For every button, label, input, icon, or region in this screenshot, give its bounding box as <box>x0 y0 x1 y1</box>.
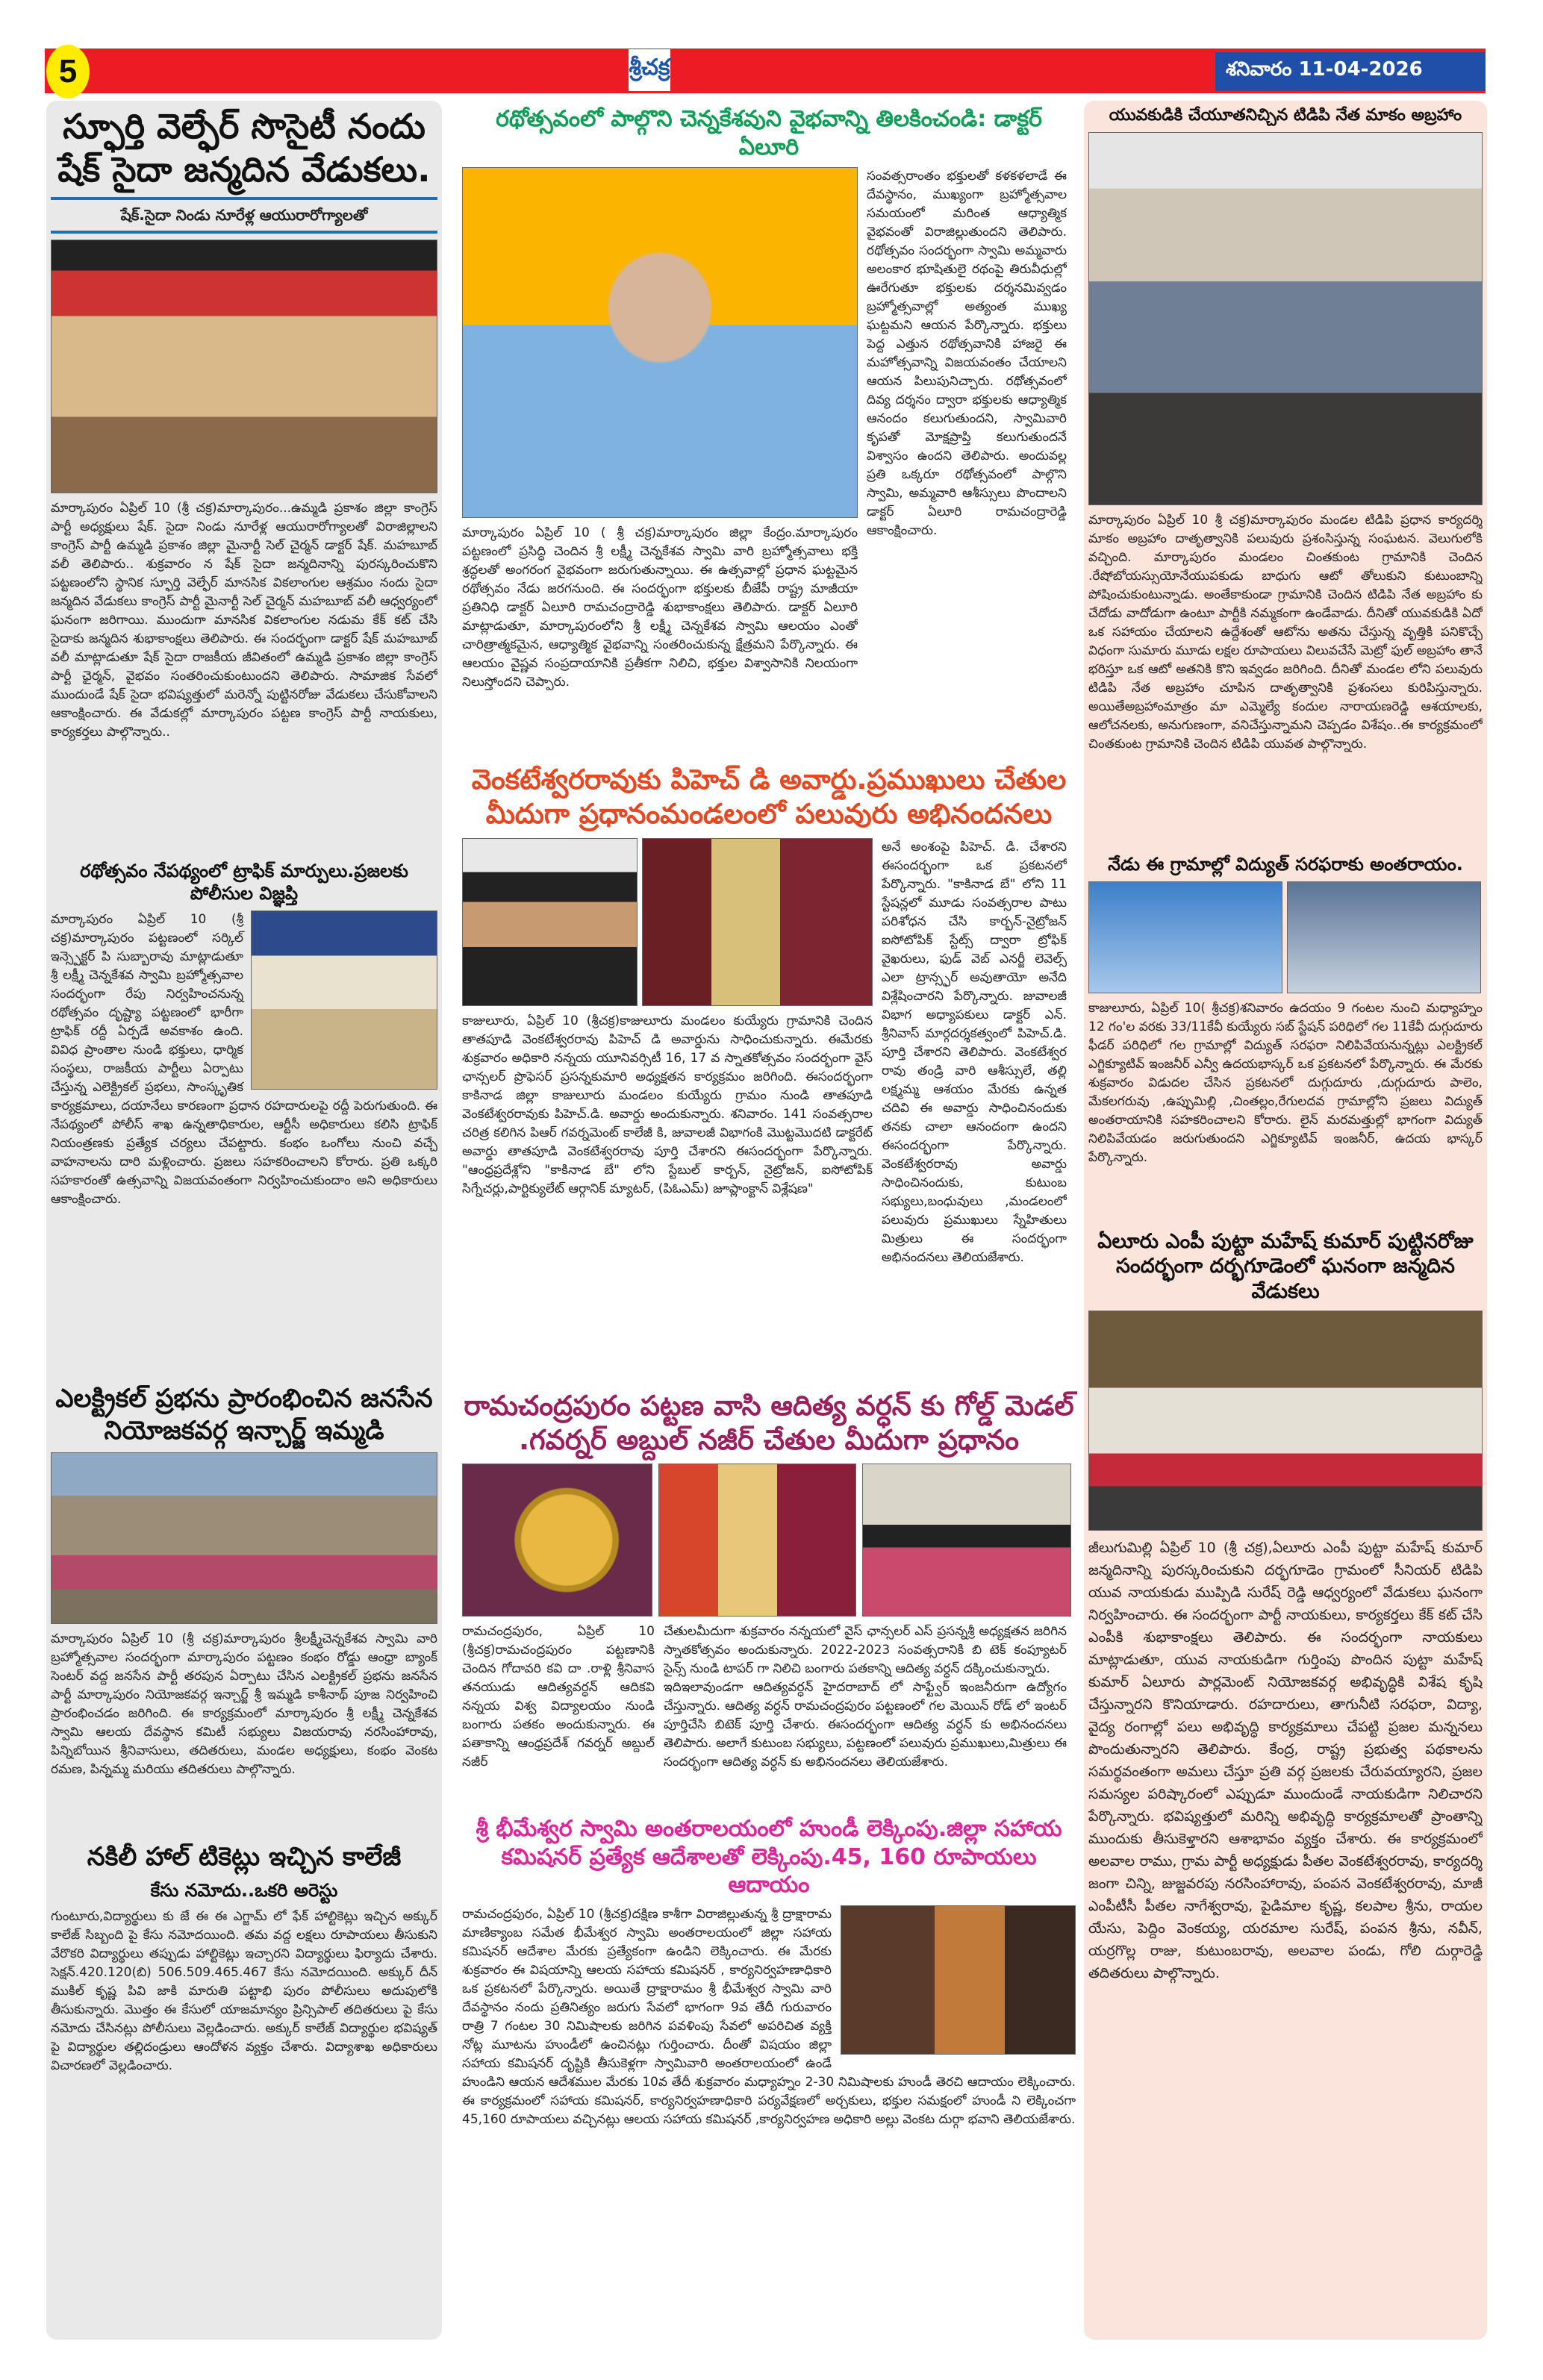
birthday-celebration-photo <box>51 240 437 493</box>
auto-handover-photo <box>1088 132 1483 505</box>
body-phd: కాజులూరు, ఏప్రిల్ 10 (శ్రీచక్ర)కాజులూరు మండలం కుయ్యేరు గ్రామానికి చెందిన తాతపూడి వెంకటేశ్వరరావు పిహెచ్ డి అవార్డును సాధించుకున్నారు. ఈమేరకు శుక్రవారం అధికారి నన్నయ యూనివర్సిటీ 16, 17 వ స్నాతకోత్సవం సందర్భంగా వైస్ ఛాన్సలర్ ప్రొఫెసర్ ప్రసన్నకుమారి అధ్యక్షతన కార్యక్రమం జరిగింది. ఈసందర్భంగా కాకినాడ జిల్లా కాజులూరు మండలం కుయ్యేరు గ్రామం నుండి తాతపూడి వెంకటేశ్వరరావుకు పిహెచ్.డి. అవార్డు అందుకున్నారు. శనివారం. 141 సంవత్సరాల చరిత్ర కలిగిన పిఆర్ గవర్నమెంట్ కాలేజీ కి, జువాలజీ విభాగంకి మొట్టమొదటి డాక్టరేట్ అవార్డు తాతపూడి వెంకటేశ్వరరావు పూర్తి చేశారని ఈసందర్భంగా పేర్కొన్నారు. "ఆంధ్రప్రదేశ్లోని "కాకినాడ బే" లోని స్టేబుల్ కార్బన్, నైట్రోజన్, ఐసోటోపిక్ సిగ్నేచర్లు,పార్టిక్యులేట్ ఆర్గానిక్ మ్యాటర్, (పిఓఎమ్) జూప్లాంక్టాన్ విశ్లేషణ" <box>462 1013 873 1196</box>
body-gold-medal: ఇదిఇలావుండగా ఆదిత్యవర్ధన్ హైదరాబాద్ లో సాఫ్ట్వేర్ ఇంజనీరుగా ఉద్యోగం చేస్తున్నారు. ఆదిత్య వర్ధన్ రామచంద్రపురం పట్టణంలో గల మెయిన్ రోడ్ లో ఇంటర్ పూర్తిచేసి బిటెక్ పూర్తి చేశారు. ఈసందర్భంగా ఆదిత్య వర్ధన్ కు అభినందనలు తెలిపారు. అలాగే కుటుంబ సభ్యులు, పట్టణంలో పలువురు ప్రముఖులు,మిత్రులు ఈ సందర్భంగా ఆదిత్య వర్ధన్ కు అభినందనలు తెలియజేశారు. <box>664 1680 1067 1770</box>
body-hundi <box>462 1905 1076 2333</box>
body-chennakesava: మార్కాపురం ఏప్రిల్ 10 ( శ్రీ చక్ర)మార్కాపురం జిల్లా కేంద్రం.మార్కాపురం పట్టణంలో ప్రసిద్ధి చెందిన శ్రీ లక్ష్మీ చెన్నకేశవ స్వామి వారి బ్రహ్మోత్సవాలు భక్తి శ్రద్ధలతో అంగరంగ వైభవంగా జరుగుతున్నాయి. ఈ ఉత్సవాల్లో ప్రధాన ఘట్టమైన రథోత్సవం నేడు జరగనుంది. ఈ సందర్భంగా భక్తులకు బీజేపీ రాష్ట్ర మాజీయా ప్రతినిధి డాక్టర్ ఏలూరి రామచంద్రారెడ్డి శుభాకాంక్షలు తెలిపారు. డాక్టర్ ఏలూరి మాట్లాడుతూ, మార్కాపురంలోని శ్రీ లక్ష్మీ చెన్నకేశవ స్వామి ఆలయం ఎంతో చారిత్రాత్మకమైన, ఆధ్యాత్మిక వైభవాన్ని సంతరించుకున్న క్షేత్రమని పేర్కొన్నారు. ఈ ఆలయం వైష్ణవ సంప్రదాయానికి ప్రతీకగా నిలిచి, భక్తుల విశ్వాసానికి నిలయంగా నిలుస్తోందని చెప్పారు. <box>462 525 858 690</box>
headline-chennakesava: రథోత్సవంలో పాల్గొని చెన్నకేశవుని వైభవాన్ని తిలకించండి: డాక్టర్ ఏలూరి <box>496 106 1042 160</box>
headline-fake-tickets: నకిలీ హాల్ టికెట్లు ఇచ్చిన కాలేజీ <box>87 1842 402 1872</box>
birthday-cake-cutting-photo <box>1088 1311 1483 1531</box>
divider <box>51 197 437 200</box>
center-column <box>452 101 1079 2340</box>
subhead-fake-tickets: కేసు నమోదు..ఒకరి అరెస్టు <box>150 1879 338 1901</box>
body-top-gold-medal: చేతులమీదుగా శుక్రవారం నన్నయలో వైస్ ఛాన్సలర్ ఎస్ ప్రసన్నశ్రీ అధ్యక్షతన జరిగిన స్నాతకోత్సవం అందుకున్నారు. 2022-2023 సంవత్సరానికి బి టెక్ కంప్యూటర్ సైన్స్ నుండి టాపర్ గా నిలిచి బంగారు పతకాన్ని ఆదిత్య వర్ధన్ దక్కించుకున్నారు. <box>664 1624 1067 1676</box>
divider <box>51 231 437 234</box>
headline-hundi: శ్రీ భీమేశ్వర స్వామి అంతరాలయంలో హుండీ లెక్కింపు.జిల్లా సహాయ కమిషనర్ ప్రత్యేక ఆదేశాలతో లెక్కింపు.45, 160 రూపాయలు ఆదాయం <box>476 1816 1062 1898</box>
family-photo <box>862 1464 1071 1617</box>
convocation-photo <box>658 1464 856 1617</box>
newspaper-logo: శ్రీచక్ర <box>629 49 670 91</box>
power-tower-photo <box>1088 881 1282 993</box>
hundi-counting-photo <box>841 1905 1076 2055</box>
body-sphoorthi: మార్కాపురం ఏప్రిల్ 10 (శ్రీ చక్ర)మార్కాపురం...ఉమ్మడి ప్రకాశం జిల్లా కాంగ్రెస్ పార్టీ అధ్యక్షులు షేక్. సైదా నిండు నూరేళ్ల ఆయురారోగ్యాలతో విరాజిల్లాలని కాంగ్రెస్ పార్టీ ఉమ్మడి ప్రకాశం జిల్లా మైనార్టీ సెల్ చైర్మన్ డాక్టర్ షేక్. మహబూబ్ వలీ తెలిపారు.. శుక్రవారం న షేక్ సైదా జన్మదినాన్ని పురస్కరించుకొని పట్టణంలోని స్థానిక స్ఫూర్తి వెల్ఫేర్ మానసిక వికలాంగుల ఆశ్రమం నందు సైదా జన్మదిన వేడుకలు కాంగ్రెస్ పార్టీ మైనార్టీ సెల్ చైర్మన్ మహబూబ్ వలీ ఆధ్వర్యంలో ఘనంగా జరిగాయి. ముందుగా మానసిక వికలాంగుల నడుమ కేక్ కట్ చేసి సైదాకు జన్మదిన శుభాకాంక్షలు తెలిపారు. ఈ సందర్భంగా డాక్టర్ షేక్ మహబూబ్ వలీ మాట్లాడుతూ షేక్ సైదా రాజకీయ జీవితంలో ఉమ్మడి ప్రకాశం జిల్లా కాంగ్రెస్ పార్టీ ఛైర్మన్, వైభవం సంతరించుకుంటుందని తెలిపారు. సామాజిక సేవలో ముందుండే షేక్ సైదా భవిష్యత్తులో మరెన్నో పుట్టినరోజు వేడుకలు చేసుకోవాలని ఆకాంక్షించారు. ఈ వేడుకల్లో మార్కాపురం పట్టణ కాంగ్రెస్ పార్టీ నాయకులు, కార్యకర్తలు పాల్గొన్నారు.. <box>51 501 437 740</box>
headline-power-cut: నేడు ఈ గ్రామాల్లో విద్యుత్ సరఫరాకు అంతరాయం. <box>1108 853 1463 875</box>
headline-birthday: ఏలూరు ఎంపీ పుట్టా మహేష్ కుమార్ పుట్టినరోజు సందర్భంగా దర్భగూడెంలో ఘనంగా జన్మదిన వేడుకలు <box>1097 1229 1474 1303</box>
right-column <box>1084 101 1487 2340</box>
subhead-sphoorthi: షేక్.సైదా నిండు నూరేళ్ల ఆయురారోగ్యాలతో <box>120 206 368 224</box>
page-number: 5 <box>46 45 90 99</box>
body-traffic <box>51 911 437 1377</box>
body-left-gold-medal: రామచంద్రపురం, ఏప్రిల్ 10 (శ్రీచక్ర)రామచంద్రపురం పట్టణానికి చెందిన గోదావరి కవి దా .రాళ్లి శ్రీనివాస తనయుడు ఆదిత్యవర్ధన్ ఆదికవి నన్నయ విశ్వ విద్యాలయం నుండి బంగారు పతకం అందుకున్నారు. ఈ పతాకాన్ని ఆంధ్రప్రదేశ్ గవర్నర్ అబ్దుల్ నజీర్ <box>462 1624 655 1770</box>
police-officer-photo <box>251 911 437 1090</box>
headline-gold-medal: రామచంద్రపురం పట్టణ వాసి ఆదిత్య వర్ధన్ కు గోల్డ్ మెడల్ .గవర్నర్ అబ్దుల్ నజీర్ చేతుల మీదుగా ప్రధానం <box>464 1389 1074 1456</box>
street-decorations-photo <box>51 1452 437 1624</box>
edition-date: శనివారం 11-04-2026 <box>1215 52 1486 91</box>
headline-auto-gift: యువకుడికి చేయూతనిచ్చిన టిడిపి నేత మాకం అబ్రహాం <box>1109 106 1462 125</box>
electric-lines-photo <box>1287 881 1481 993</box>
dr-eluri-photo <box>462 167 858 518</box>
phd-ceremony-photo <box>642 838 873 1006</box>
body-electrical: మార్కాపురం ఏప్రిల్ 10 (శ్రీ చక్ర)మార్కాపురం శ్రీలక్ష్మీచెన్నకేశవ స్వామి వారి బ్రహ్మోత్సవాల సందర్భంగా మార్కాపురం పట్టణం కంభం రోడ్డు ఆంధ్రా బ్యాంక్ సెంటర్ వద్ద జనసేన పార్టీ తరపున ఏర్పాటు చేసిన ఎలక్ట్రికల్ ప్రభను జనసేన పార్టీ మార్కాపురం నియోజకవర్గ ఇన్చార్జ్ శ్రీ ఇమ్మడి కాశీనాథ్ పూజ నిర్వహించి ప్రారంభించడం జరిగింది. ఈ కార్యక్రమంలో మార్కాపురం శ్రీ లక్ష్మీ చెన్నకేశవ స్వామి ఆలయ దేవస్థాన కమిటీ సభ్యులు విజయరావు నరసింహారావు, పిన్నిబోయిన శ్రీనివాసులు, తదితరులు, మండల అధ్యక్షులు, కంభం వెంకట రమణ, పిన్నమ్మ మరియు తదితరులు పాల్గొన్నారు. <box>51 1631 437 1777</box>
gold-medal-photo <box>462 1464 652 1617</box>
headline-electrical: ఎలక్ట్రికల్ ప్రభను ప్రారంభించిన జనసేన నియోజకవర్గ ఇన్చార్జ్ ఇమ్మడి <box>55 1384 433 1446</box>
headline-sphoorthi: స్ఫూర్తి వెల్ఫేర్ సొసైటీ నందు షేక్ సైదా జన్మదిన వేడుకలు. <box>57 106 431 190</box>
headline-phd: వెంకటేశ్వరరావుకు పిహెచ్ డి అవార్డు.ప్రముఖులు చేతుల మీదుగా ప్రధానంమండలంలో పలువురు అభినందనలు <box>471 763 1067 831</box>
body-auto-gift: మార్కాపురం ఏప్రిల్ 10 శ్రీ చక్ర)మార్కాపురం మండల టిడిపి ప్రధాన కార్యదర్శి మాకం అబ్రహాం దాతృత్వానికి పలువురు ప్రశంసిస్తున్న సంఘటన. వెలుగులోకి వచ్చింది. మార్కాపురం మండలం చింతకుంట గ్రామానికి చెందిన .రేషోబోయస్సుయోనేయుపకుడు బాధుగు ఆటో తోలుకుని కుటుంబాన్ని పోషించుకుంటున్నాడు. అంతేకాకుండా గ్రామానికి చెందిన టిడిపి నేత అబ్రహాం కు చేదోడు వాదోడుగా ఉంటూ పార్టీకి నమ్మకంగా ఉండేవాడు. దీనితో యువకుడికి ఏదో ఒక సహాయం చేయాలని ఉద్దేశంతో ఆటోను అతను చేస్తున్న వృత్తికి పనికొచ్చే విధంగా సుమారు మూడు లక్షల రూపాయలు విలువచేసే మెట్రో ఫుల్ అబ్రహాం తానే భరిస్తూ ఒక ఆటో అతనికి కొని ఇవ్వడం జరిగింది. దీనితో మండల లోని పలువురు టిడిపి నేత అబ్రహాం చూపిన దాతృత్వానికి ప్రశంసలు కురిపిస్తున్నారు. అయితేఅబ్రహాంమాత్రం మా ఎమ్మెల్యే కందుల నారాయణరెడ్డి ఆశయాలకు, ఆలోచనలకు, అనుగుణంగా, వనిచేస్తున్నామని చెప్పడం విశేషం..ఈ కార్యక్రమంలో చింతకుంట గ్రామానికి చెందిన టిడిపి యువత పాల్గొన్నారు. <box>1088 512 1483 752</box>
body-power-cut: కాజులూరు, ఏప్రిల్ 10( శ్రీచక్ర)శనివారం ఉదయం 9 గంటల నుంచి మధ్యాహ్నం 12 గం'ల వరకు 33/11కేవీ కుయ్యేరు సబ్ స్టేషన్ పరిధిలో గల 11కేవీ దుగ్గుదూరు ఫీడర్ పరిధిలో గల గ్రామాల్లో విద్యుత్ సరఫరా నిలిపివేయనున్నట్లు ఎలక్ట్రికల్ ఎగ్జిక్యూటివ్ ఇంజనీర్ ఎన్వీ ఉదయభాస్కర్ ఒక ప్రకటనలో పేర్కొన్నారు. ఈ మేరకు శుక్రవారం విడుదల చేసిన ప్రకటనలో దుగ్గుదూరు ,దుగ్గుదూరు పాలెం, మేకలగరువు ,ఉప్పుమిల్లి ,చింతల్లం,రేగులదవ గ్రామాల్లోని ప్రజలు విద్యుత్ అంతరాయానికి సహకరించాలని కోరారు. లైన్ మరమత్తుల్లో భాగంగా విద్యుత్ నిలిపివేయడం జరుగుతుందని ఎగ్జిక్యూటివ్ ఇంజనీర్, ఉదయ భాస్కర్ పేర్కొన్నారు. <box>1088 1000 1483 1165</box>
graduate-portrait-photo <box>462 838 638 1006</box>
body-hundi-text: రామచంద్రపురం, ఏప్రిల్ 10 (శ్రీచక్ర)దక్షిణ కాశీగా విరాజిల్లుతున్న శ్రీ ద్రాక్షారామ మాణిక్యాంబ సమేత భీమేశ్వర స్వామి అంతరాలయంలో జిల్లా సహాయ కమిషనర్ ఆదేశాల మేరకు ప్రత్యేకంగా ఉండిని లెక్కించారు. ఈ మేరకు శుక్రవారం ఈ విషయాన్ని ఆలయ సహాయ కమిషనర్ , కార్యనిర్వహణాధికారి ఒక ప్రకటనలో పేర్కొన్నారు. అయితే ద్రాక్షారామం శ్రీ భీమేశ్వర స్వామి వారి దేవస్థానం నందు ప్రతినిత్యం జరుగు సేవలో భాగంగా 9వ తేదీ గురువారం రాత్రి 7 గంటల 30 నిమిషాలకు జరిగిన పవళింపు సేవలో అపరిచిత వ్యక్తి నోట్ల మూటను హుండీలో ఉంచినట్లు గుర్తించారు. దీంతో విషయం జిల్లా సహాయ కమిషనర్ దృష్టికి తీసుకెళ్లగా స్వామివారి అంతరాలయంలో ఉండే హుండిని ఆయన ఆదేశముల మేరకు 10వ తేదీ శుక్రవారం మధ్యాహ్నం 2-30 నిమిషాలకు హుండీ తెరచి ఆదాయం లెక్కించారు. ఈ కార్యక్రమంలో సహాయ కమిషనర్, కార్యనిర్వహణాధికారి పర్యవేక్షణలో అర్చకులు, భక్తుల సమక్షంలో హుండీ ని లెక్కించగా 45,160 రూపాయలు వచ్చినట్లు ఆలయ సహాయ కమిషనర్ ,కార్యనిర్వహణ అధికారి అల్లు వెంకట దుర్గా భవాని తెలియజేశారు. <box>462 1906 1076 2127</box>
body-birthday: జీలుగుమిల్లి ఏప్రిల్ 10 (శ్రీ చక్ర),ఏలూరు ఎంపీ పుట్టా మహేష్ కుమార్ జన్మదినాన్ని పురస్కరించుకుని దర్భగూడెం గ్రామంలో సీనియర్ టిడిపి యువ నాయకుడు ముప్పిడి సురేష్ రెడ్డి ఆధ్వర్యంలో వేడుకలు ఘనంగా నిర్వహించారు. ఈ సందర్భంగా పార్టీ నాయకులు, కార్యకర్తలు కేక్ కట్ చేసి ఎంపీకి శుభాకాంక్షలు తెలిపారు. ఈ సందర్భంగా నాయకులు మాట్లాడుతూ, యువ నాయకుడిగా గుర్తింపు పొందిన పుట్టా మహేష్ కుమార్ ఏలూరు పార్లమెంట్ నియోజకవర్గ అభివృద్ధికి విశేష కృషి చేస్తున్నారని కొనియాడారు. రహదారులు, తాగునీటి సరఫరా, విద్యా, వైద్య రంగాల్లో పలు అభివృద్ధి కార్యక్రమాలు చేపట్టి ప్రజల మన్ననలు పొందుతున్నారని తెలిపారు. కేంద్ర, రాష్ట్ర ప్రభుత్వ పథకాలను సమర్థవంతంగా అమలు చేస్తూ ప్రతి వర్గ ప్రజలకు చేరువయ్యారని, ప్రజల సమస్యల పరిష్కారంలో ఎప్పుడూ ముందుండే నాయకుడిగా నిలిచారని పేర్కొన్నారు. భవిష్యత్తులో మరిన్ని అభివృద్ధి కార్యక్రమాలతో ప్రాంతాన్ని ముందుకు తీసుకెళ్తారని ఆశాభావం వ్యక్తం చేశారు. ఈ కార్యక్రమంలో అలవాల రాము, గ్రామ పార్టీ అధ్యక్షుడు పీతల వెంకటేశ్వరరావు, కార్యదర్శి జంగా చిన్ని, జుజ్జవరపు నరసింహారావు, పంపన వెంకటేశ్వరరావు, మాజీ ఎంపీటీసీ పీతల నాగేశ్వరావు, పైడిమాల కృష్ణ, కలపాల శ్రీను, రాయల యేసు, పెద్దిం వెంకయ్య, యరమాల సురేష్, పంపన శ్రీను, నవీన్, యర్రగొల్ల రాజు, కుటుంబరావు, అలవాల పండు, గోలి దుర్గారెడ్డి తదితరులు పాల్గొన్నారు. <box>1088 1539 1483 1981</box>
body-traffic-text: మార్కాపురం ఏప్రిల్ 10 (శ్రీ చక్ర)మార్కాపురం పట్టణంలో సర్కిల్ ఇన్స్పెక్టర్ పి సుబ్బారావు మాట్లాడుతూ శ్రీ లక్ష్మీ చెన్నకేశవ స్వామి బ్రహ్మోత్సవాల సందర్భంగా రేపు నిర్వహించనున్న రథోత్సవం దృష్ట్యా పట్టణంలో భారీగా ట్రాఫిక్ రద్దీ ఏర్పడే అవకాశం ఉంది. వివిధ ప్రాంతాల నుండి భక్తులు, ధార్మిక సంస్థలు, రాజకీయ పార్టీలు ఏర్పాటు చేస్తున్న ఎలెక్ట్రికల్ ప్రభలు, సాంస్కృతిక కార్యక్రమాలు, దయానేలు కారణంగా ప్రధాన రహదారులపై రద్దీ పెరుగుతుంది. ఈ నేపథ్యంలో పోలీస్ శాఖ ఉన్నతాధికారుల, ఆర్టీసీ అధికారులు కలిసి ట్రాఫిక్ నియంత్రణకు ప్రత్యేక చర్యలు చేపట్టారు. కంభం ఒంగోలు నుంచి వచ్చే వాహనాలను దారి మళ్లించారు. ప్రజలు సహకరించాలని కోరారు. ప్రతి ఒక్కరి సహకారంతో ఉత్సవాన్ని విజయవంతంగా నిర్వహించుకుందాం అని అధికారులు ఆకాంక్షించారు. <box>51 912 437 1207</box>
left-column <box>46 101 442 2340</box>
headline-traffic: రథోత్సవం నేపథ్యంలో ట్రాఫిక్ మార్పులు.ప్రజలకు పోలీసుల విజ్ఞప్తి <box>80 861 408 904</box>
side-body-chennakesava: సంవత్సరాంతం భక్తులతో కళకళలాడే ఈ దేవస్థానం, ముఖ్యంగా బ్రహ్మోత్సవాల సమయంలో మరింత ఆధ్యాత్మిక వైభవంతో విరాజిల్లుతుందని తెలిపారు. రథోత్సవం సందర్భంగా స్వామి అమ్మవారు అలంకార భూషితులై రథంపై తిరువీధుల్లో ఊరేగుతూ భక్తులకు దర్శనమివ్వడం బ్రహ్మోత్సవాల్లో అత్యంత ముఖ్య ఘట్టమని ఆయన పేర్కొన్నారు. భక్తులు పెద్ద ఎత్తున రథోత్సవానికి హాజరై ఈ మహోత్సవాన్ని విజయవంతం చేయాలని ఆయన పిలుపునిచ్చారు. రథోత్సవంలో దివ్య దర్శనం ద్వారా భక్తులకు ఆధ్యాత్మిక ఆనందం కలుగుతుందని, స్వామివారి కృపతో మోక్షప్రాప్తి కలుగుతుందనే విశ్వాసం ఉందని తెలిపారు. అందువల్ల ప్రతి ఒక్కరూ రథోత్సవంలో పాల్గొని స్వామి, అమ్మవారి ఆశీస్సులు పొందాలని డాక్టర్ ఏలూరి రామచంద్రారెడ్డి ఆకాంక్షించారు. <box>867 169 1067 538</box>
body-fake-tickets: గుంటూరు,విద్యార్థులు కు జే ఈ ఈ ఎగ్జామ్ లో ఫేక్ హాల్టికెట్లు ఇచ్చిన అక్కుర్ కాలేజ్ సిబ్బంది పై కేసు నమోదయింది. తమ వద్ద లక్షలు రూపాయలు తీసుకుని వేరొకరి విద్యార్థులు తప్పుడు హాల్టికెట్లు ఇచ్చారని విద్యార్థులు ఫిర్యాదు చేశారు. సెక్షన్.420.120(బి) 506.509.465.467 కేసు నమోదయింది. అక్కుర్ దీన్ ముకిల్ కృష్ణ పివి జాకి మారుతి పట్టాభి పురం పోలీసులు అదుపులోకి తీసుకున్నారు. మొత్తం ఈ కేసులో యాజమాన్యం ప్రిన్సిపాల్ తదితరులు పై కేసు నమోదు చేసినట్లు పోలీసులు వెల్లడించారు. అక్కుర్ కాలేజ్ విద్యార్థుల భవిష్యత్ పై విద్యార్థుల తల్లిదండ్రులు ఆందోళన వ్యక్తం చేశారు. విద్యాశాఖ అధికారులు విచారణలో వెల్లడించారు. <box>51 1908 437 2073</box>
side-body-phd: అనే అంశంపై పిహెచ్. డి. చేశారని ఈసందర్భంగా ఒక ప్రకటనలో పేర్కొన్నారు. "కాకినాడ బే" లోని 11 స్టేషన్లలో మూడు సంవత్సరాల పాటు పరిశోధన చేసి కార్బన్-నైట్రోజన్ ఐసోటోపిక్ స్టేట్స్ ద్వారా ట్రోఫిక్ వైఖరులు, ఫుడ్ వెబ్ ఎనర్జీ లెవెల్స్ ఎలా ట్రాన్స్ఫర్ అవుతాయో అనేది విశ్లేషించారని పేర్కొన్నారు. జువాలజీ విభాగ అధ్యాపకులు డాక్టర్ ఎన్. శ్రీనివాస్ మార్గదర్శకత్వంలో పిహెచ్.డి. పూర్తి చేశారని తెలిపారు. వెంకటేశ్వర రావు తండ్రి వారి ఆశీస్సులే, తల్లి లక్ష్మమ్మ ఆశయం మేరకు ఉన్నత చదివి ఈ అవార్డు సాధించినందుకు తనకు చాలా ఆనందంగా ఉందని ఈసందర్భంగా పేర్కొన్నారు. వెంకటేశ్వరరావు అవార్డు సాధించినందుకు, కుటుంబ సభ్యులు,బంధువులు ,మండలంలో పలువురు ప్రముఖులు స్నేహితులు మిత్రులు ఈ సందర్భంగా అభినందనలు తెలియజేశారు. <box>882 839 1067 1265</box>
